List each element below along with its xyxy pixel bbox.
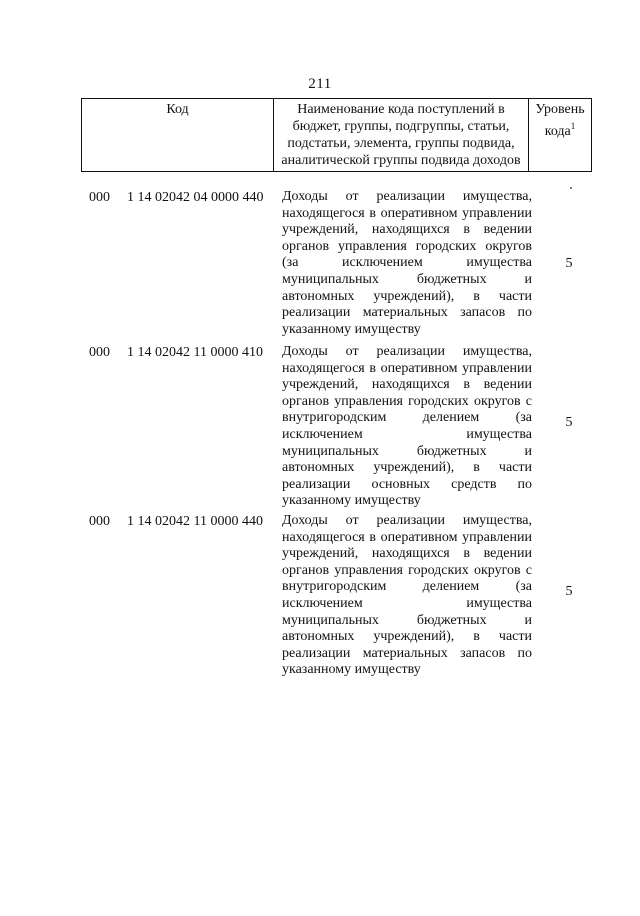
header-table: [81, 98, 592, 172]
page-number: 211: [308, 76, 332, 92]
header-name-cell: [274, 99, 529, 172]
header-code-cell: [82, 99, 274, 172]
row-description: Доходы от реализации имущества, находящегося в оперативном управлении учреждений, находящихся в ведении органов управления городских округов (за исключением имущества муниципальных бюджетных и автономных учреждений), в части реализации материальных запасов по указанному имуществу: [282, 189, 532, 337]
code-level: 5: [565, 256, 573, 271]
admin-code: 000: [89, 190, 110, 205]
header-code: Код: [166, 102, 189, 117]
code-level: 5: [565, 584, 573, 599]
header-name: Наименование кода поступлений в бюджет, группы, подгруппы, статьи, подстатьи, элемента, группы подвида, аналитической группы подвида доходов: [281, 102, 521, 168]
row-description: Доходы от реализации имущества, находящегося в оперативном управлении учреждений, находящихся в ведении органов управления городских округов с внутригородским делением (за исключением имущества муниципальных бюджетных и автономных учреждений), в части реализации основных средств по указанному имуществу: [282, 344, 532, 509]
scan-speck: [570, 187, 572, 189]
row-description: Доходы от реализации имущества, находящегося в оперативном управлении учреждений, находящихся в ведении органов управления городских округов с внутригородским делением (за исключением имущества муниципальных бюджетных и автономных учреждений), в части реализации материальных запасов по указанному имуществу: [282, 513, 532, 678]
kbk-code: 1 14 02042 04 0000 440: [127, 190, 264, 205]
header-level-cell: [529, 99, 592, 172]
header-level: Уровень кода: [535, 102, 585, 139]
admin-code: 000: [89, 345, 110, 360]
kbk-code: 1 14 02042 11 0000 410: [127, 345, 263, 360]
kbk-code: 1 14 02042 11 0000 440: [127, 514, 263, 529]
admin-code: 000: [89, 514, 110, 529]
footnote-marker: 1: [570, 121, 576, 131]
code-level: 5: [565, 415, 573, 430]
